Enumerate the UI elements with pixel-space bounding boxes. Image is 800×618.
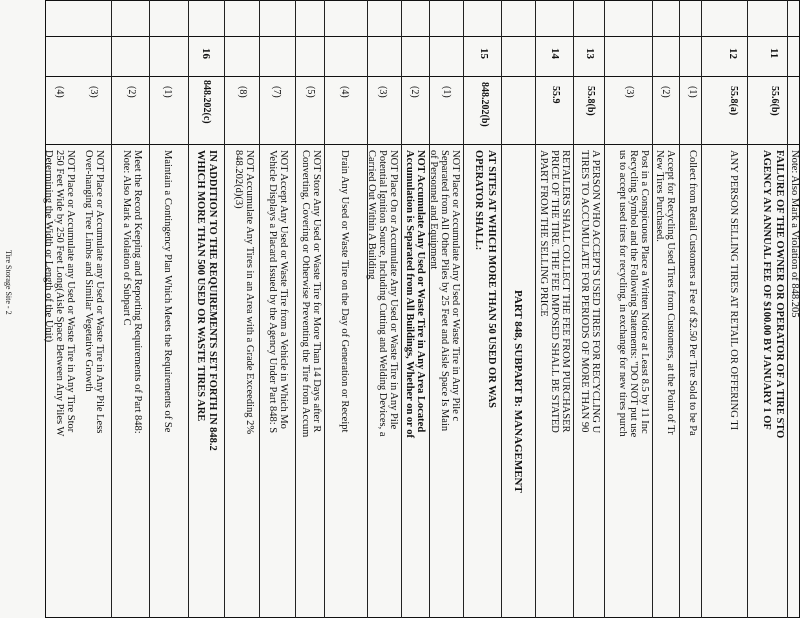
row-number: 14 (549, 48, 561, 59)
rule-text: NOT Store Any Used or Waste Tire for More Than 14 Days after R (311, 150, 322, 433)
rule-text: TIRES TO ACCUMULATE FOR PERIODS OF MORE THAN 90 (579, 150, 590, 433)
rule-text: Accumulation is Separated from All Buildings, Whether on or of (404, 150, 415, 438)
rule-text: NOT Accept Any Used or Waste Tire from a Vehicle in Which Mo (278, 150, 289, 429)
rule-text: OPERATOR SHALL: (473, 150, 484, 251)
note-text: Note: Also Mark a Violation of 848.205 (789, 150, 800, 318)
rule-text: IN ADDITION TO THE REQUIREMENTS SET FORTH IN 848.2 (207, 150, 218, 451)
rule-text: Recycling Symbol and the Following Statements: "DO NOT put use (628, 150, 639, 438)
rule-text: Drain Any Used or Waste Tire on the Day of Generation or Receipt (339, 150, 350, 433)
row-divider (501, 0, 502, 618)
rule-text: of Personnel and Equipment (428, 150, 439, 270)
rule-text: Potential Ignition Source, Including Cutting and Welding Devices, a (377, 150, 388, 437)
sub-item: (4) (54, 86, 65, 98)
rule-text: AGENCY AN ANNUAL FEE OF $100.00 BY JANUARY 1 OF (761, 150, 772, 430)
sub-item: (4) (339, 86, 350, 98)
row-number: 12 (727, 48, 739, 59)
rule-text: NOT Place or Accumulate Any Used or Waste Tire in Any Pile c (450, 150, 461, 422)
row-divider (604, 0, 605, 618)
row-divider (463, 0, 464, 618)
sub-item: (8) (237, 86, 248, 98)
row-divider (701, 0, 702, 618)
rule-text: Vehicle Displays a Placard Issued by the Agency Under Part 848: S (267, 150, 278, 434)
rule-text: NOT Accumulate Any Tires in an Area with a Grade Exceeding 2% (244, 150, 255, 435)
rule-text: NOT Accumulate Any Used or Waste Tire in Any Area Located (415, 150, 426, 433)
rule-text: 250 Feet Wide by 250 Feet Long(Aisle Space Between Any Piles W (54, 150, 65, 437)
rule-text: Meet the Record Keeping and Reporting Requirements of Part 848: (132, 150, 143, 434)
row-divider (652, 0, 653, 618)
sub-item: (1) (441, 86, 452, 98)
rule-text: PRICE OF THE TIRE. THE FEE IMPOSED SHALL BE STATED (549, 150, 560, 433)
rule-text: AT SITES AT WHICH MORE THAN 50 USED OR WAS (486, 150, 497, 409)
sub-item: (3) (624, 86, 635, 98)
sub-item: (1) (162, 86, 173, 98)
row-divider (367, 0, 368, 618)
rule-text: NOT Place or Accumulate any Used or Waste Tire in Any Tire Stor (65, 150, 76, 433)
sub-item: (7) (271, 86, 282, 98)
sub-item: (2) (126, 86, 137, 98)
page-footer: Tire Storage Site - 2 (4, 250, 13, 315)
row-number: 13 (584, 48, 596, 59)
rule-text: Separated from All Other Piles by 25 Feet and Aisle Space Is Main (439, 150, 450, 432)
rule-text: Converting, Covering or Otherwise Preventing the Tire from Accum (300, 150, 311, 438)
section-ref: 55.8(a) (728, 86, 739, 116)
rule-text: A PERSON WHO ACCEPTS USED TIRES FOR RECYCLING U (590, 150, 601, 434)
rule-text: Over-hanging Tree Limbs and Similar Vegetative Growth (83, 150, 94, 392)
row-number: 11 (768, 48, 780, 59)
rule-text: Post in a Conspicuous Place a Written Notice at Least 8.5 by 11 Inc (639, 150, 650, 434)
rule-text: NOT Place or Accumulate any Used or Waste Tire in Any Pile Less (94, 150, 105, 434)
sub-item: (3) (88, 86, 99, 98)
rule-text: WHICH MORE THAN 500 USED OR WASTE TIRES ARE (195, 150, 206, 422)
rule-text: us to accept used tires for recycling, in exchange for new tires purch (617, 150, 628, 437)
row-divider (149, 0, 150, 618)
section-ref: 55.9 (550, 86, 561, 104)
row-divider (747, 0, 748, 618)
row-divider (429, 0, 430, 618)
row-divider (111, 0, 112, 618)
row-divider (401, 0, 402, 618)
sub-item: (3) (377, 86, 388, 98)
section-ref: 848.202(c) (201, 80, 212, 124)
column-divider (45, 76, 800, 77)
rule-text: Accept for Recycling Used Tires from Customers, at the Point of Tr (665, 150, 676, 435)
rule-text: 848.202(d)(3) (233, 150, 244, 209)
rule-text: Determining the Width or Length of the Unit) (43, 150, 54, 343)
rule-text: Collect from Retail Customers a Fee of $2.50 Per Tire Sold to be Pa (687, 150, 698, 436)
column-divider (45, 36, 800, 37)
sub-item: (5) (305, 86, 316, 98)
rule-text: APART FROM THE SELLING PRICE (538, 150, 549, 317)
sub-item: (2) (409, 86, 420, 98)
rule-text: New Tires Purchased. (654, 150, 665, 242)
row-divider (324, 0, 325, 618)
rule-text: RETAILERS SHALL COLLECT THE FEE FROM PURCHASER (560, 150, 571, 433)
rule-text: Maintain a Contingency Plan Which Meets the Requirements of Se (162, 150, 173, 433)
row-divider (679, 0, 680, 618)
row-divider (295, 0, 296, 618)
row-divider (573, 0, 574, 618)
section-ref: 848.202(b) (479, 82, 490, 127)
rule-text: FAILURE OF THE OWNER OR OPERATOR OF A TIRE STO (774, 150, 785, 439)
row-divider (535, 0, 536, 618)
sub-item: (1) (687, 86, 698, 98)
column-divider (45, 144, 800, 145)
rule-text: NOT Place On or Accumulate Any Used or Waste Tire in Any Pile (388, 150, 399, 430)
row-number: 16 (200, 48, 212, 59)
row-divider (259, 0, 260, 618)
section-ref: 55.6(b) (769, 86, 780, 116)
sub-item: (2) (660, 86, 671, 98)
rule-text: ANY PERSON SELLING TIRES AT RETAIL OR OFFERING TI (728, 150, 739, 431)
part-heading: PART 848, SUBPART B: MANAGEMENT (512, 290, 524, 493)
rule-text: Carried Out Within A Building (366, 150, 377, 280)
rule-text: Note: Also Mark a Violation of Subpart C (121, 150, 132, 326)
row-number: 15 (478, 48, 490, 59)
row-divider (224, 0, 225, 618)
row-divider (188, 0, 189, 618)
section-ref: 55.8(b) (585, 86, 596, 116)
